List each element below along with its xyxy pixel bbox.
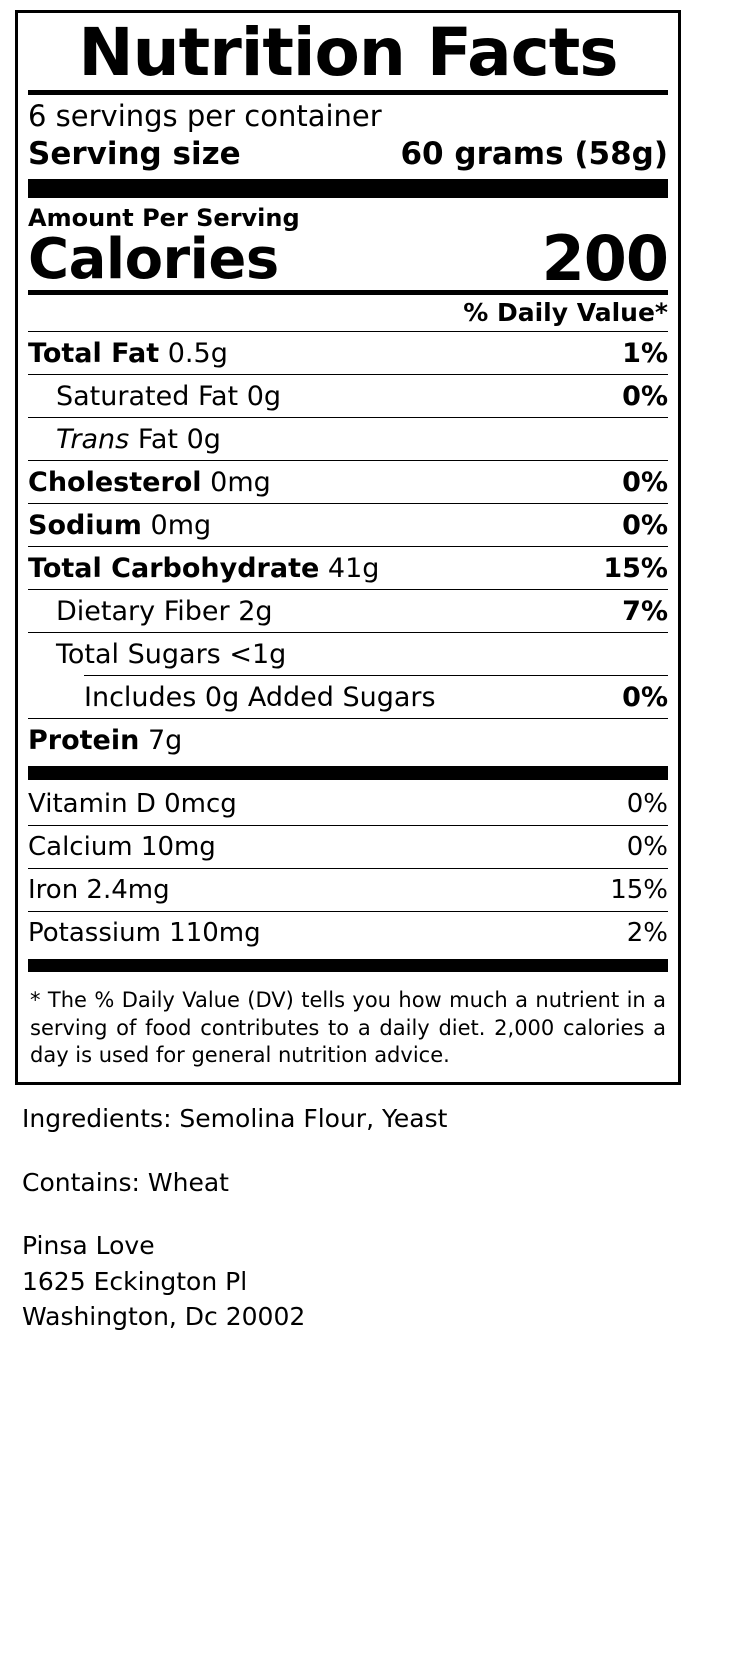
nutrition-facts-panel — [15, 10, 681, 1085]
vitamin-dv: 2% — [626, 918, 668, 949]
nutrient-name: Saturated Fat 0g — [56, 380, 282, 412]
nutrient-dv: 0% — [622, 681, 668, 713]
nutrient-name: Includes 0g Added Sugars — [84, 681, 436, 713]
vitamin-dv: 0% — [626, 789, 668, 820]
company-name: Pinsa Love — [22, 1231, 155, 1261]
vitamin-name: Calcium 10mg — [28, 832, 216, 863]
nutrient-dv: 7% — [622, 595, 668, 627]
vitamin-name: Vitamin D 0mcg — [28, 789, 237, 820]
serving-size-label: Serving size — [28, 135, 241, 172]
allergen-text: Contains: Wheat — [22, 1167, 229, 1197]
table-row — [28, 632, 668, 675]
supplemental-info — [12, 1085, 723, 1335]
calories-row — [28, 221, 668, 295]
table-row — [28, 460, 668, 503]
nutrient-dv: 0% — [622, 509, 668, 541]
table-row — [28, 825, 668, 868]
nutrient-name: Cholesterol 0mg — [28, 466, 271, 498]
table-row — [28, 374, 668, 417]
vitamin-dv: 15% — [610, 875, 668, 906]
footnote-divider — [28, 959, 668, 972]
nutrient-name: Sodium 0mg — [28, 509, 212, 541]
table-row — [28, 783, 668, 825]
nutrient-dv: 15% — [603, 552, 668, 584]
serving-size-row — [28, 135, 668, 174]
nutrient-name: Total Carbohydrate 41g — [28, 552, 380, 584]
nutrient-name: Dietary Fiber 2g — [56, 595, 273, 627]
table-row — [28, 911, 668, 954]
ingredients-text: Ingredients: Semolina Flour, Yeast — [22, 1104, 448, 1134]
calories-label: Calories — [28, 226, 279, 292]
daily-value-footnote: * The % Daily Value (DV) tells you how much a nutrient in a serving of food contributes to a daily diet. 2,000 calories a day is used for general nutrition advice. — [30, 988, 666, 1068]
vitamins-divider-top — [28, 766, 668, 780]
table-row — [28, 417, 668, 460]
amount-per-serving-label: Amount Per Serving — [28, 203, 300, 232]
daily-value-header: % Daily Value* — [463, 297, 668, 327]
servings-per-container: 6 servings per container — [28, 99, 382, 134]
nutrient-dv: 0% — [622, 466, 668, 498]
serving-size-value: 60 grams (58g) — [400, 135, 668, 172]
nutrient-name: Trans Fat 0g — [56, 423, 221, 455]
table-row — [28, 868, 668, 911]
table-row — [28, 503, 668, 546]
manufacturer-address — [22, 1228, 713, 1335]
table-row — [28, 589, 668, 632]
vitamin-name: Iron 2.4mg — [28, 875, 170, 906]
table-row — [28, 546, 668, 589]
thick-divider-top — [28, 179, 668, 198]
nutrient-dv: 1% — [622, 337, 668, 369]
nutrient-name: Protein 7g — [28, 724, 183, 756]
vitamin-dv: 0% — [626, 832, 668, 863]
nutrient-dv: 0% — [622, 380, 668, 412]
calories-value: 200 — [541, 221, 668, 295]
nutrient-name: Total Fat 0.5g — [28, 337, 228, 369]
vitamin-name: Potassium 110mg — [28, 918, 261, 949]
address-line-2: Washington, Dc 20002 — [22, 1302, 306, 1332]
page-title: Nutrition Facts — [78, 14, 618, 91]
table-row — [28, 676, 668, 718]
table-row — [28, 718, 668, 761]
nutrient-name: Total Sugars <1g — [56, 638, 287, 670]
table-row — [28, 331, 668, 374]
address-line-1: 1625 Eckington Pl — [22, 1266, 248, 1296]
